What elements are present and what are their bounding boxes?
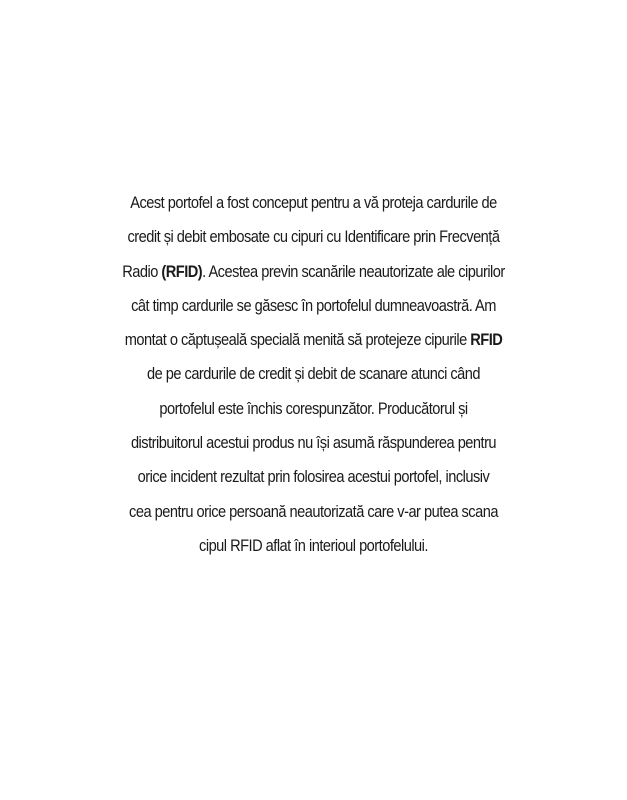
- notice-line-1: Acest portofel a fost conceput pentru a vă proteja cardurile de: [130, 193, 497, 212]
- notice-line-9: orice incident rezultat prin folosirea acestui portofel, inclusiv: [137, 467, 490, 487]
- rfid-emphasis: RFID: [470, 330, 503, 350]
- notice-line-3: Radio (RFID). Acestea previn scanările neautorizate ale cipurilor: [122, 261, 505, 281]
- notice-line-11: cipul RFID aflat în interioul portofelului.: [199, 535, 428, 555]
- rfid-emphasis: (RFID): [161, 261, 203, 281]
- notice-line-6: de pe cardurile de credit și debit de scanare atunci când: [146, 364, 481, 384]
- notice-line-8: distribuitorul acestui produs nu își asumă răspunderea pentru: [130, 433, 497, 453]
- rfid-notice-paragraph: [87, 186, 540, 563]
- notice-line-2: credit și debit embosate cu cipuri cu Identificare prin Frecvență: [127, 227, 500, 247]
- notice-line-5: montat o căptușeală specială menită să protejeze cipurile RFID: [124, 330, 503, 350]
- notice-line-7: portofelul este închis corespunzător. Producătorul și: [159, 398, 468, 418]
- notice-line-4: cât timp cardurile se găsesc în portofelul dumneavoastră. Am: [131, 295, 496, 315]
- notice-line-10: cea pentru orice persoană neautorizată care v-ar putea scana: [129, 501, 498, 521]
